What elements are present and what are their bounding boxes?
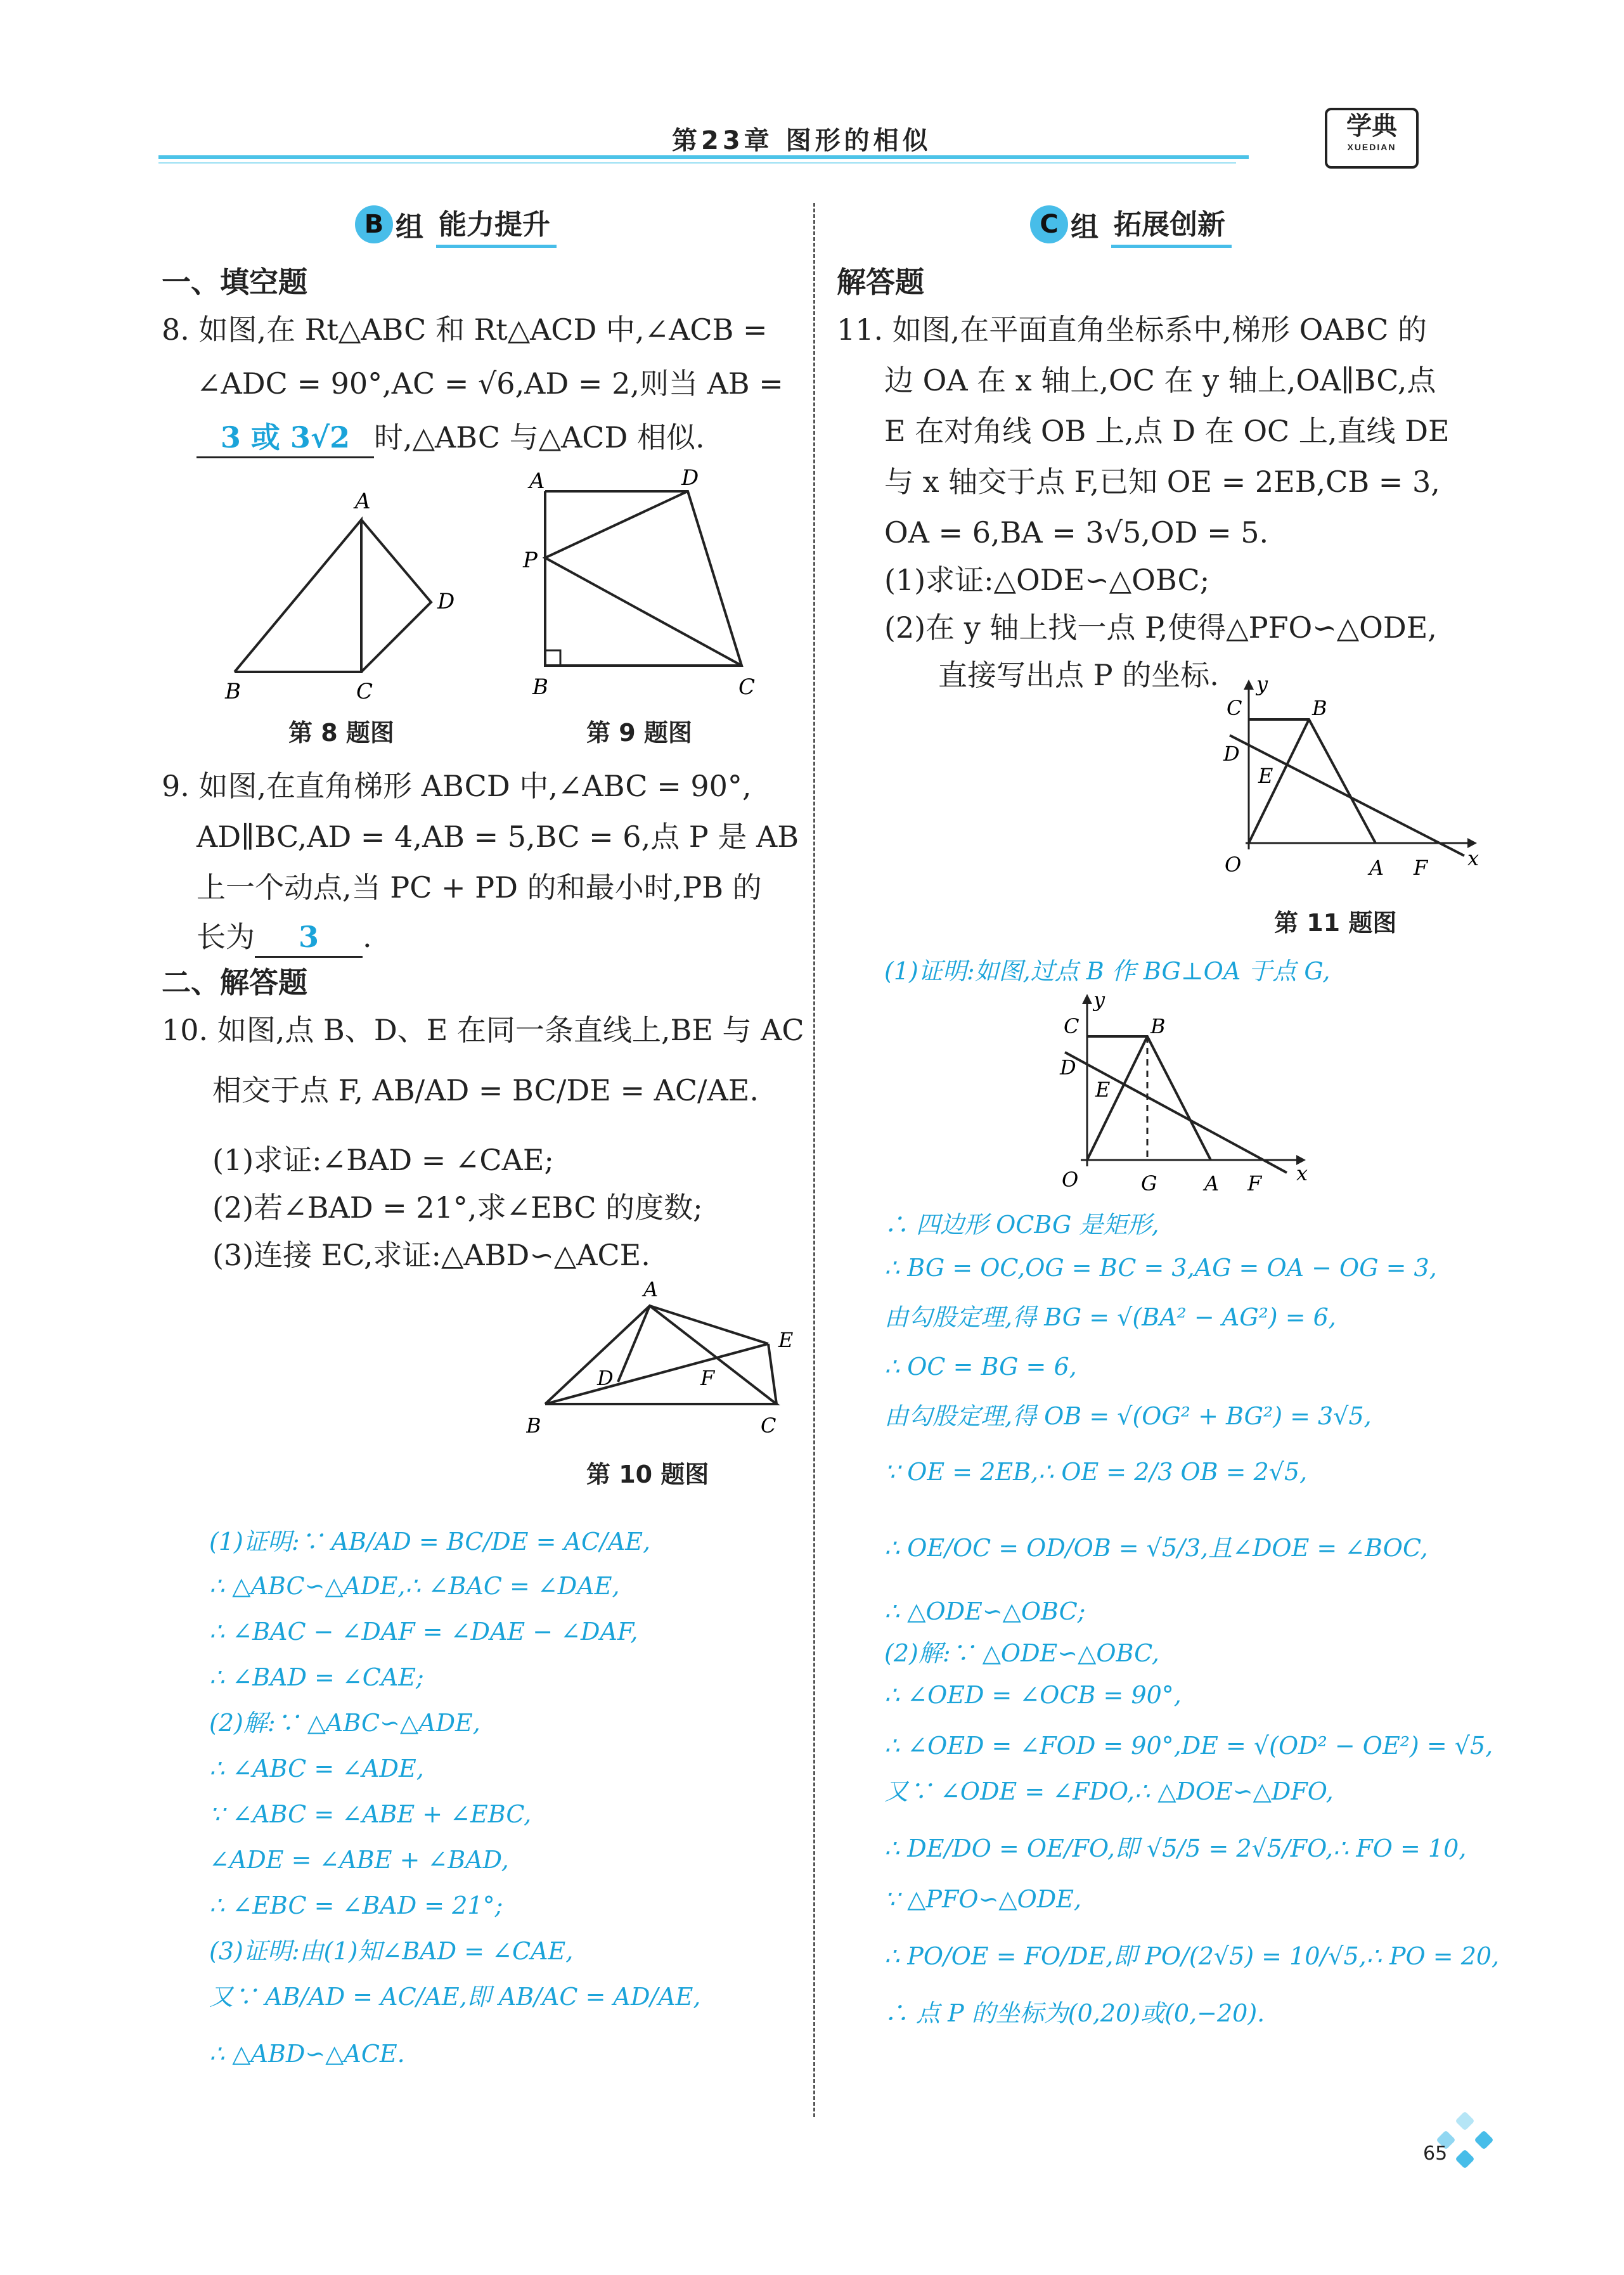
- q9-line1: 9. 如图,在直角梯形 ABCD 中,∠ABC = 90°,: [162, 769, 752, 803]
- sol10-line: ∴ △ABD∽△ACE.: [209, 2040, 405, 2068]
- chapter-title: 第23章 图形的相似: [672, 126, 932, 155]
- part-fill-blank: 一、填空题: [162, 265, 307, 299]
- q10-solution: [209, 1524, 700, 2075]
- sol11-line: ∴ ∠OED = ∠FOD = 90°,DE = √(OD² − OE²) = √5,: [884, 1732, 1493, 1760]
- q9-line4-end: .: [363, 920, 372, 954]
- sol10-line: ∵ ∠ABC = ∠ABE + ∠EBC,: [209, 1800, 532, 1828]
- q9-line3: 上一个动点,当 PC + PD 的和最小时,PB 的: [197, 870, 762, 905]
- sol10-line: ∴ ∠BAC − ∠DAF = ∠DAE − ∠DAF,: [209, 1618, 638, 1646]
- q11-line2: 边 OA 在 x 轴上,OC 在 y 轴上,OA∥BC,点: [884, 363, 1436, 397]
- fig10-label-d: D: [597, 1366, 614, 1390]
- fig11-caption: 第 11 题图: [1274, 909, 1397, 937]
- logo-sub-text: XUEDIAN: [1347, 142, 1396, 152]
- section-b-header: [355, 204, 557, 245]
- group-label: 组: [1071, 211, 1099, 243]
- fig8-triangle-abc: [235, 520, 361, 672]
- fig8-label-b: B: [225, 679, 241, 704]
- sol11-line: ∴ 四边形 OCBG 是矩形,: [884, 1211, 1159, 1239]
- sol11-line: ∴ 点 P 的坐标为(0,20)或(0,−20).: [884, 1999, 1265, 2027]
- sol11-line: 由勾股定理,得 BG = √(BA² − AG²) = 6,: [884, 1303, 1336, 1331]
- sol11-line: ∵ △PFO∽△ODE,: [884, 1885, 1082, 1913]
- group-badge: C: [1030, 205, 1068, 243]
- sol10-line: (2)解:∵ △ABC∽△ADE,: [209, 1709, 480, 1737]
- figure-11-solution: [1046, 989, 1312, 1204]
- q8-line1: 8. 如图,在 Rt△ABC 和 Rt△ACD 中,∠ACB =: [162, 313, 768, 347]
- q8-line2: ∠ADC = 90°,AC = √6,AD = 2,则当 AB =: [197, 366, 783, 401]
- column-divider: [813, 203, 815, 2117]
- fig10-triangle-abc: [545, 1306, 777, 1404]
- fig10-label-a: A: [643, 1277, 659, 1301]
- sol11-line: 又∵ ∠ODE = ∠FDO,∴ △DOE∽△DFO,: [884, 1777, 1334, 1805]
- q11-line1: 11. 如图,在平面直角坐标系中,梯形 OABC 的: [837, 313, 1427, 347]
- sol10-line: ∴ ∠BAD = ∠CAE;: [209, 1663, 424, 1691]
- q11-solution: [884, 1208, 1499, 2034]
- sfig-label-e: E: [1095, 1078, 1111, 1102]
- sol10-line: (1)证明:∵ AB/AD = BC/DE = AC/AE,: [209, 1528, 651, 1556]
- sol11-line: ∴ OC = BG = 6,: [884, 1353, 1077, 1381]
- fig10-label-b: B: [526, 1414, 541, 1438]
- section-c-header: [1030, 204, 1232, 245]
- page-number: 65: [1423, 2143, 1448, 2165]
- part-solve: 二、解答题: [162, 965, 307, 1000]
- fig9-trapezoid: [545, 491, 742, 666]
- sfig-label-c: C: [1064, 1014, 1079, 1038]
- q8-line3-text: 时,△ABC 与△ACD 相似.: [374, 420, 705, 454]
- fig11-label-o: O: [1225, 853, 1242, 877]
- fig8-label-c: C: [356, 679, 373, 704]
- group-label: 组: [396, 211, 423, 243]
- q9-line2: AD∥BC,AD = 4,AB = 5,BC = 6,点 P 是 AB: [197, 820, 799, 854]
- fig9-label-a: A: [529, 468, 545, 494]
- fig11-line-df: [1230, 735, 1464, 856]
- sfig-label-x: x: [1296, 1161, 1308, 1185]
- fig11-label-y: y: [1256, 672, 1268, 696]
- fig9-label-c: C: [738, 674, 756, 700]
- figure-9: [520, 463, 786, 710]
- sol11-line: ∴ PO/OE = FO/DE,即 PO/(2√5) = 10/√5,∴ PO = 20,: [884, 1942, 1500, 1970]
- fig11-label-d: D: [1223, 742, 1240, 766]
- fig10-line-ad: [618, 1306, 650, 1382]
- sol10-line: 又∵ AB/AD = AC/AE,即 AB/AC = AD/AE,: [209, 1983, 701, 2011]
- decor-hex: [1455, 2149, 1474, 2169]
- q10-line2: 相交于点 F, AB/AD = BC/DE = AC/AE.: [212, 1073, 759, 1107]
- decor-hex: [1455, 2111, 1474, 2130]
- fig10-label-e: E: [778, 1328, 794, 1352]
- q11-part3: 直接写出点 P 的坐标.: [938, 658, 1219, 692]
- q8-answer: 3 或 3√2: [197, 418, 374, 458]
- q8-line3: [197, 418, 705, 458]
- sol10-line: ∴ ∠ABC = ∠ADE,: [209, 1755, 424, 1782]
- fig10-label-c: C: [761, 1414, 777, 1438]
- sol11-line: ∴ DE/DO = OE/FO,即 √5/5 = 2√5/FO,∴ FO = 10,: [884, 1834, 1467, 1862]
- fig9-right-angle: [545, 650, 560, 666]
- fig11-y-arrow: [1244, 680, 1254, 690]
- sol11-line: 由勾股定理,得 OB = √(OG² + BG²) = 3√5,: [884, 1402, 1372, 1430]
- part-solve-right: 解答题: [837, 265, 924, 299]
- sfig-label-d: D: [1060, 1055, 1076, 1079]
- group-badge: B: [355, 205, 393, 243]
- sol10-line: (3)证明:由(1)知∠BAD = ∠CAE,: [209, 1937, 574, 1965]
- fig11-label-f: F: [1414, 856, 1428, 880]
- decor-hex: [1474, 2130, 1493, 2149]
- sfig-label-g: G: [1141, 1171, 1157, 1196]
- sol11-line: (2)解:∵ △ODE∽△OBC,: [884, 1639, 1159, 1667]
- q11-part1: (1)求证:△ODE∽△OBC;: [884, 563, 1210, 597]
- sfig-line-df: [1065, 1052, 1287, 1173]
- sfig-label-y: y: [1093, 989, 1105, 1012]
- figure-8: [216, 482, 482, 710]
- q9-line4: [197, 918, 372, 958]
- fig10-line-ae: [650, 1306, 768, 1344]
- q9-answer: 3: [255, 918, 363, 958]
- q11-part2: (2)在 y 轴上找一点 P,使得△PFO∽△ODE,: [884, 610, 1437, 645]
- q10-line1: 10. 如图,点 B、D、E 在同一条直线上,BE 与 AC: [162, 1013, 804, 1047]
- q11-line4: 与 x 轴交于点 F,已知 OE = 2EB,CB = 3,: [884, 465, 1440, 499]
- fig11-label-b: B: [1312, 696, 1327, 720]
- logo-main-text: 学典: [1346, 112, 1397, 141]
- fig8-label-d: D: [437, 589, 455, 614]
- header-rule-thin: [158, 162, 1236, 164]
- sol10-line: ∠ADE = ∠ABE + ∠BAD,: [209, 1846, 509, 1874]
- sol11-line: ∵ OE = 2EB,∴ OE = 2/3 OB = 2√5,: [884, 1458, 1308, 1486]
- sol11-line: ∴ ∠OED = ∠OCB = 90°,: [884, 1681, 1182, 1709]
- fig11-label-e: E: [1258, 764, 1273, 788]
- sol11-line: (1)证明:如图,过点 B 作 BG⊥OA 于点 G,: [884, 957, 1331, 985]
- figure-10: [526, 1274, 805, 1445]
- figure-11: [1204, 672, 1483, 887]
- q10-part3: (3)连接 EC,求证:△ABD∽△ACE.: [212, 1238, 650, 1272]
- sfig-label-o: O: [1062, 1168, 1079, 1192]
- sfig-label-f: F: [1247, 1171, 1262, 1196]
- sfig-label-b: B: [1150, 1014, 1166, 1038]
- q10-part2: (2)若∠BAD = 21°,求∠EBC 的度数;: [212, 1190, 703, 1225]
- section-title: 能力提升: [436, 202, 557, 248]
- q9-line4-text: 长为: [197, 920, 255, 954]
- fig10-caption: 第 10 题图: [586, 1460, 709, 1488]
- xuedian-logo: [1325, 108, 1419, 169]
- fig10-line-ec: [768, 1344, 777, 1404]
- q10-part1: (1)求证:∠BAD = ∠CAE;: [212, 1143, 554, 1177]
- fig9-pd-pc-lines: [545, 491, 742, 666]
- fig9-label-p: P: [523, 548, 538, 573]
- sol10-line: ∴ ∠EBC = ∠BAD = 21°;: [209, 1892, 503, 1919]
- fig11-label-c: C: [1227, 696, 1242, 720]
- header-rule: [158, 155, 1249, 159]
- sol11-line: ∴ △ODE∽△OBC;: [884, 1597, 1086, 1625]
- fig8-label-a: A: [355, 489, 371, 514]
- fig8-triangle-acd: [361, 520, 431, 672]
- fig9-caption: 第 9 题图: [586, 719, 692, 747]
- fig10-label-f: F: [700, 1366, 715, 1390]
- q11-line3: E 在对角线 OB 上,点 D 在 OC 上,直线 DE: [884, 414, 1450, 448]
- sol11-line: ∴ OE/OC = OD/OB = √5/3,且∠DOE = ∠BOC,: [884, 1534, 1428, 1562]
- sfig-y-arrow: [1082, 994, 1092, 1004]
- sfig-label-a: A: [1204, 1171, 1220, 1196]
- fig11-label-x: x: [1467, 846, 1479, 870]
- sol10-line: ∴ △ABC∽△ADE,∴ ∠BAC = ∠DAE,: [209, 1572, 620, 1600]
- section-title: 拓展创新: [1111, 202, 1232, 248]
- sol11-line: ∴ BG = OC,OG = BC = 3,AG = OA − OG = 3,: [884, 1254, 1437, 1282]
- fig9-label-b: B: [532, 674, 548, 700]
- fig9-label-d: D: [681, 465, 699, 491]
- q11-line5: OA = 6,BA = 3√5,OD = 5.: [884, 515, 1269, 550]
- fig8-caption: 第 8 题图: [288, 719, 394, 747]
- fig11-label-a: A: [1369, 856, 1384, 880]
